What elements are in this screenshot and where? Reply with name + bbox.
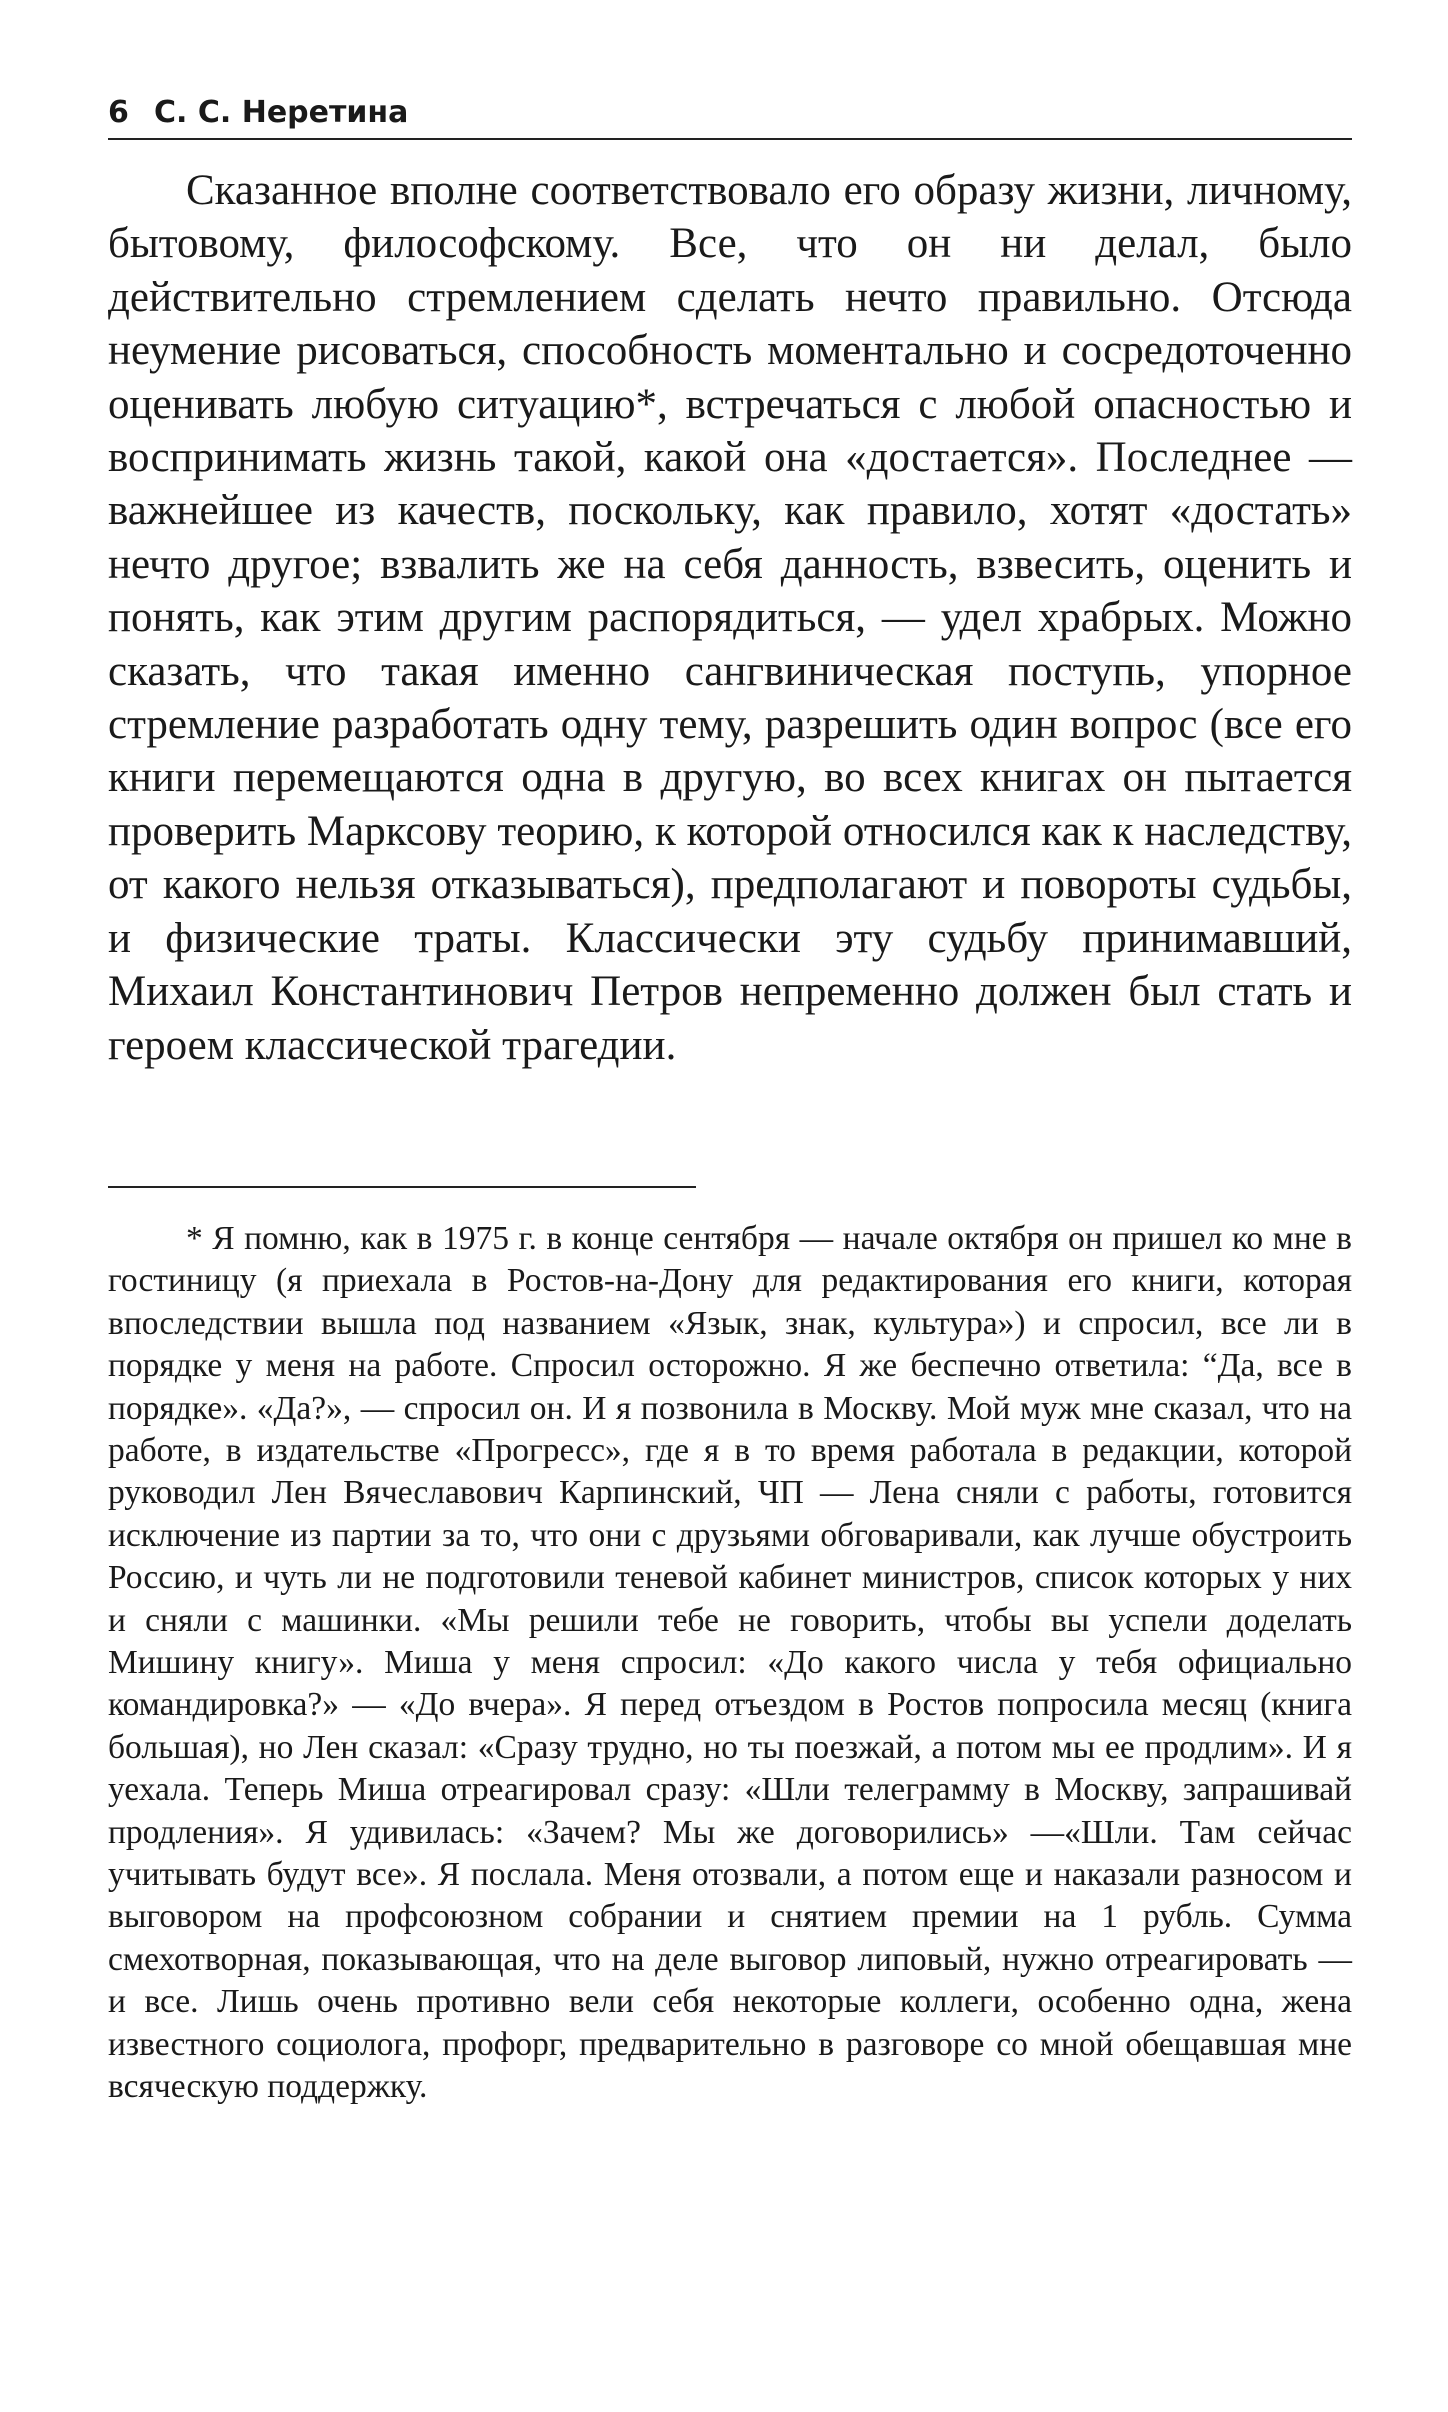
footnote-paragraph: * Я помню, как в 1975 г. в конце сентября — начале октября он пришел ко мне в гостиницу (я приехала в Ростов-на-Дону для редактирования его книги, которая впоследствии вышла под названием «Язык, знак, культура») и спросил, все ли в порядке у меня на работе. Спросил осторожно. Я же беспечно ответила: “Да, все в порядке». «Да?», — спросил он. И я позвонила в Москву. Мой муж мне сказал, что на работе, в издательстве «Прогресс», где я в то время работала в редакции, которой руководил Лен Вячеславович Карпинский, ЧП — Лена сняли с работы, готовится исключение из партии за то, что они с друзьями обговаривали, как лучше обустроить Россию, и чуть ли не подготовили теневой кабинет министров, список которых у них и сняли с машинки. «Мы решили тебе не говорить, чтобы вы успели доделать Мишину книгу». Миша у меня спросил: «До какого числа у тебя официально командировка?» — «До вчера». Я перед отъездом в Ростов попросила месяц (книга большая), но Лен сказал: «Сразу трудно, но ты поезжай, а потом мы ее продлим». И я уехала. Теперь Миша отреагировал сразу: «Шли телеграмму в Москву, запрашивай продления». Я удивилась: «Зачем? Мы же договорились» —«Шли. Там сейчас учитывать будут все». Я послала. Меня отозвали, а потом еще и наказали разносом и выговором на профсоюзном собрании и снятием премии на 1 рубль. Сумма смехотворная, показывающая, что на деле выговор липовый, нужно отреагировать — и все. Лишь очень противно вели себя некоторые коллеги, особенно одна, жена известного социолога, профорг, предварительно в разговоре со мной обещавшая мне всяческую поддержку. (108, 1219, 1352, 2106)
book-page (108, 92, 1352, 2108)
running-head (108, 92, 1352, 140)
footnote (108, 1218, 1352, 2109)
page-number: 6 (108, 95, 129, 130)
footnote-rule (108, 1186, 696, 1188)
main-text (108, 164, 1352, 1072)
main-paragraph: Сказанное вполне соответствовало его образу жизни, личному, бытовому, философскому. Все, что он ни делал, было действительно стремлением сделать нечто правильно. Отсюда неумение рисоваться, способность моментально и сосредоточенно оценивать любую ситуацию*, встречаться с любой опасностью и воспринимать жизнь такой, какой она «достается». Последнее — важнейшее из качеств, поскольку, как правило, хотят «достать» нечто другое; взвалить же на себя данность, взвесить, оценить и понять, как этим другим распорядиться, — удел храбрых. Можно сказать, что такая именно сангвиническая поступь, упорное стремление разработать одну тему, разрешить один вопрос (все его книги перемещаются одна в другую, во всех книгах он пытается проверить Марксову теорию, к которой относился как к наследству, от какого нельзя отказываться), предполагают и повороты судьбы, и физические траты. Классически эту судьбу принимавший, Михаил Константинович Петров непременно должен был стать и героем классической трагедии. (108, 167, 1352, 1069)
running-head-author: С. С. Неретина (154, 95, 409, 130)
